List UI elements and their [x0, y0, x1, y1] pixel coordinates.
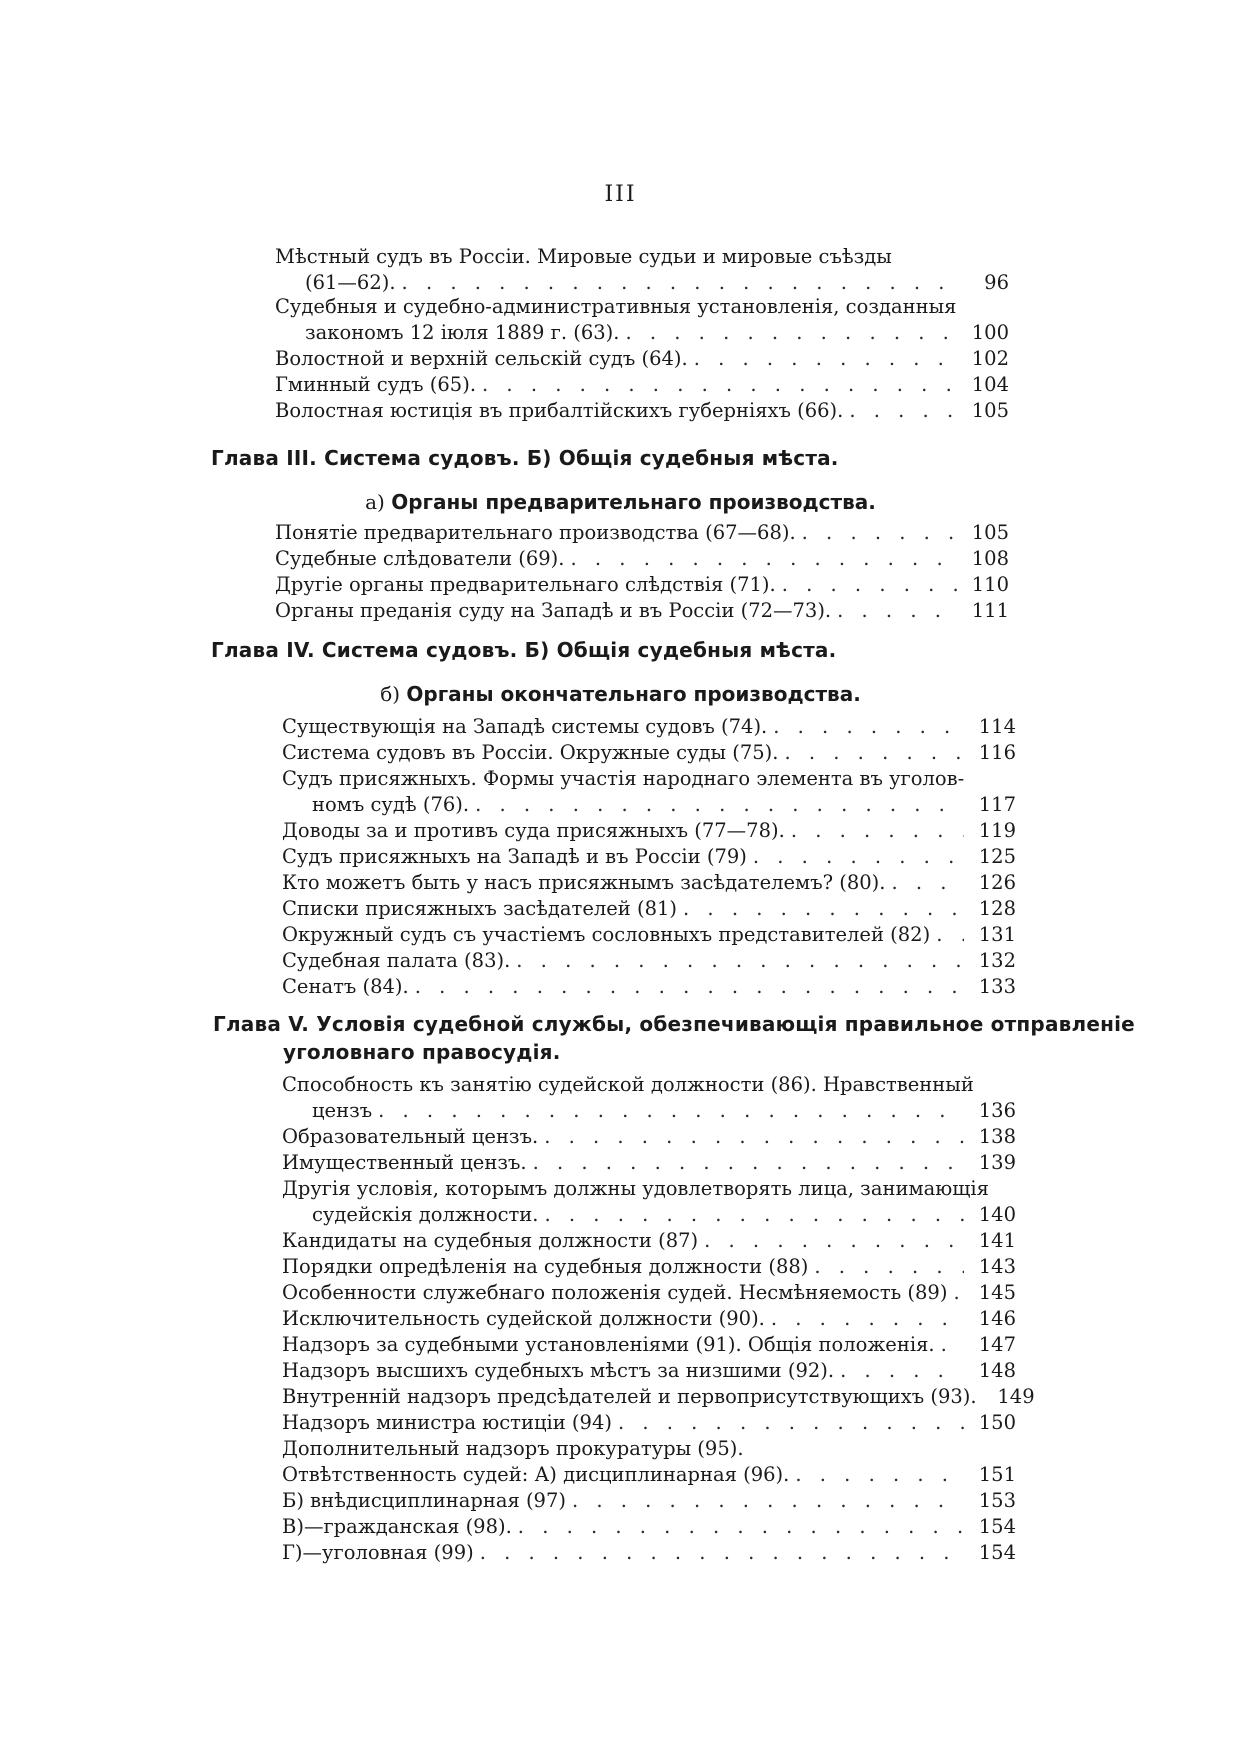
toc-page-number: 108	[971, 547, 1009, 570]
toc-entry	[282, 1176, 1016, 1228]
leader-dots	[545, 1202, 965, 1228]
toc-page-number: 117	[978, 793, 1016, 816]
subsection-heading	[0, 490, 1241, 514]
leader-dots	[533, 1150, 964, 1176]
toc-page-number: 149	[997, 1385, 1035, 1408]
toc-entry-text: Судебные слѣдователи (69).	[275, 547, 565, 570]
toc-page-number: 128	[978, 897, 1016, 920]
leader-dots	[618, 1410, 964, 1436]
toc-page-number: 131	[978, 923, 1016, 946]
leader-dots	[516, 948, 964, 974]
toc-page-number: 126	[978, 871, 1016, 894]
leader-dots	[840, 1358, 964, 1384]
leader-dots	[771, 1306, 964, 1332]
toc-entry-text: Б) внѣдисциплинарная (97)	[282, 1489, 566, 1512]
toc-entry	[282, 1254, 1016, 1280]
toc-entry-text-line1: Способность къ занятію судейской должности (86). Нравственный	[282, 1073, 974, 1096]
toc-entry-text: Окружный судъ съ участіемъ сословныхъ представителей (82)	[282, 923, 931, 946]
leader-dots	[773, 714, 964, 740]
leader-dots	[683, 896, 964, 922]
toc-entry	[282, 1358, 1016, 1384]
leader-dots	[814, 1254, 964, 1280]
toc-entry-text: Система судовъ въ Россіи. Окружные суды (75).	[282, 741, 779, 764]
leader-dots	[936, 922, 964, 948]
toc-entry-text: Гминный судъ (65).	[275, 373, 477, 396]
toc-entry	[282, 1150, 1016, 1176]
toc-page-number: 138	[978, 1125, 1016, 1148]
leader-dots	[544, 1124, 964, 1150]
subsection-title: Органы предварительнаго производства.	[391, 490, 876, 514]
toc-entry	[275, 546, 1009, 572]
leader-dots	[941, 1332, 964, 1358]
toc-entry-text: Исключительность судейской должности (90).	[282, 1307, 765, 1330]
leader-dots	[953, 1280, 964, 1306]
toc-entry-text: Отвѣтственность судей: А) дисциплинарная (96).	[282, 1463, 790, 1486]
leader-dots	[782, 572, 957, 598]
leader-dots	[625, 320, 957, 346]
toc-entry-text: Кандидаты на судебныя должности (87)	[282, 1229, 699, 1252]
toc-entry	[282, 1488, 1016, 1514]
toc-entry-text: Порядки опредѣленія на судебныя должности (88)	[282, 1255, 809, 1278]
leader-dots	[571, 546, 958, 572]
toc-page-number: 146	[978, 1307, 1016, 1330]
leader-dots	[837, 598, 957, 624]
toc-page-number: 110	[971, 573, 1009, 596]
toc-page-number: 154	[978, 1541, 1016, 1564]
toc-entry	[275, 520, 1009, 546]
toc-entry-text: Дополнительный надзоръ прокуратуры (95).	[282, 1437, 744, 1460]
toc-entry-text-line1: Судебныя и судебно-административныя установленія, созданныя	[275, 295, 957, 318]
leader-dots	[480, 1540, 964, 1566]
toc-entry	[282, 948, 1016, 974]
leader-dots	[482, 372, 957, 398]
subsection-letter: б)	[380, 682, 401, 706]
leader-dots	[518, 1514, 964, 1540]
toc-page-number: 105	[971, 399, 1009, 422]
toc-page-number: 96	[984, 271, 1009, 294]
leader-dots	[572, 1488, 964, 1514]
chapter-heading-line2: уголовнаго правосудія.	[283, 1040, 561, 1064]
chapter-heading-4: Глава IV. Система судовъ. Б) Общія судебныя мѣста.	[211, 638, 837, 662]
toc-entry-text: Кто можетъ быть у насъ присяжнымъ засѣдателемъ? (80).	[282, 871, 886, 894]
leader-dots	[704, 1228, 964, 1254]
toc-entry-text: закономъ 12 іюля 1889 г. (63).	[305, 321, 620, 344]
toc-entry	[282, 740, 1016, 766]
toc-entry	[275, 398, 1009, 424]
toc-entry-text: номъ судѣ (76).	[312, 793, 470, 816]
toc-page-number: 150	[978, 1411, 1016, 1434]
leader-dots	[795, 1462, 964, 1488]
leader-dots	[892, 870, 965, 896]
toc-entry-text: Списки присяжныхъ засѣдателей (81)	[282, 897, 678, 920]
toc-entry	[275, 372, 1009, 398]
subsection-heading	[0, 682, 1241, 706]
toc-entry	[282, 1332, 1016, 1358]
toc-entry-text: Доводы за и противъ суда присяжныхъ (77—78).	[282, 819, 785, 842]
toc-page-number: 143	[978, 1255, 1016, 1278]
toc-entry-text: Внутренній надзоръ предсѣдателей и первоприсутствующихъ (93).	[282, 1385, 977, 1408]
toc-page-number: 148	[978, 1359, 1016, 1382]
toc-entry-text: судейскія должности.	[312, 1203, 539, 1226]
leader-dots	[802, 520, 957, 546]
toc-entry	[282, 1280, 1016, 1306]
toc-entry	[282, 1384, 1035, 1410]
leader-dots	[784, 740, 964, 766]
toc-entry	[275, 294, 1009, 346]
toc-entry-text-line1: Судъ присяжныхъ. Формы участія народнаго элемента въ уголов-	[282, 767, 965, 790]
toc-entry-text: Судъ присяжныхъ на Западѣ и въ Россіи (79)	[282, 845, 747, 868]
toc-page-number: 114	[978, 715, 1016, 738]
toc-entry-text: Понятіе предварительнаго производства (67—68).	[275, 521, 796, 544]
subsection-title: Органы окончательнаго производства.	[406, 682, 861, 706]
toc-entry	[282, 896, 1016, 922]
toc-entry-text: Сенатъ (84).	[282, 975, 409, 998]
toc-page-number: 125	[978, 845, 1016, 868]
toc-entry	[282, 844, 1016, 870]
toc-entry-text: Существующія на Западѣ системы судовъ (74).	[282, 715, 768, 738]
toc-entry-text: В)—гражданская (98).	[282, 1515, 512, 1538]
toc-page-number: 153	[978, 1489, 1016, 1512]
toc-entry-text-line1: Мѣстный судъ въ Россіи. Мировые судьи и мировые съѣзды	[275, 245, 892, 268]
toc-entry	[282, 1410, 1016, 1436]
page-number: III	[604, 182, 637, 207]
toc-page-number: 139	[978, 1151, 1016, 1174]
toc-entry-text: Имущественный цензъ.	[282, 1151, 527, 1174]
toc-entry-text: Другіе органы предварительнаго слѣдствія (71).	[275, 573, 776, 596]
leader-dots	[402, 270, 957, 296]
toc-entry	[282, 1228, 1016, 1254]
toc-entry-text: Надзоръ за судебными установленіями (91). Общія положенія.	[282, 1333, 935, 1356]
toc-entry-text: Образовательный цензъ.	[282, 1125, 539, 1148]
toc-entry	[282, 974, 1016, 1000]
leader-dots	[753, 844, 964, 870]
toc-page-number: 100	[971, 321, 1009, 344]
toc-page-number: 140	[978, 1203, 1016, 1226]
toc-page-number: 105	[971, 521, 1009, 544]
toc-page-number: 102	[971, 347, 1009, 370]
toc-entry	[282, 1436, 1016, 1462]
toc-page-number: 119	[978, 819, 1016, 842]
toc-entry	[282, 766, 1016, 818]
toc-entry-text: Волостной и верхній сельскій судъ (64).	[275, 347, 688, 370]
toc-entry	[275, 346, 1009, 372]
toc-page-number: 151	[978, 1463, 1016, 1486]
chapter-heading-line1: Глава V. Условія судебной службы, обезпечивающія правильное отправленіе	[213, 1012, 1135, 1036]
toc-entry-text: Органы преданія суду на Западѣ и въ Россіи (72—73).	[275, 599, 832, 622]
toc-page-number: 154	[978, 1515, 1016, 1538]
toc-page-number: 111	[971, 599, 1009, 622]
toc-entry-text: (61—62).	[305, 271, 396, 294]
leader-dots	[415, 974, 964, 1000]
toc-page-number: 116	[978, 741, 1016, 764]
leader-dots	[378, 1098, 964, 1124]
toc-entry	[282, 1072, 1016, 1124]
toc-entry-text: Г)—уголовная (99)	[282, 1541, 474, 1564]
toc-entry-text: Надзоръ высшихъ судебныхъ мѣстъ за низшими (92).	[282, 1359, 835, 1382]
toc-entry	[275, 244, 1009, 296]
toc-entry-text: Судебная палата (83).	[282, 949, 511, 972]
toc-page-number: 132	[978, 949, 1016, 972]
toc-page-number: 141	[978, 1229, 1016, 1252]
toc-entry-text-line1: Другія условія, которымъ должны удовлетворять лица, занимающія	[282, 1177, 989, 1200]
toc-entry	[282, 818, 1016, 844]
toc-page-number: 147	[978, 1333, 1016, 1356]
chapter-heading-3: Глава III. Система судовъ. Б) Общія судебныя мѣста.	[211, 446, 839, 470]
toc-entry-text: Волостная юстиція въ прибалтійскихъ губерніяхъ (66).	[275, 399, 844, 422]
toc-entry	[282, 1540, 1016, 1566]
toc-entry	[282, 1306, 1016, 1332]
toc-page-number: 104	[971, 373, 1009, 396]
toc-entry	[275, 598, 1009, 624]
leader-dots	[475, 792, 964, 818]
toc-entry	[282, 870, 1016, 896]
leader-dots	[694, 346, 957, 372]
subsection-letter: а)	[365, 490, 385, 514]
toc-entry-text: Особенности служебнаго положенія судей. Несмѣняемость (89)	[282, 1281, 948, 1304]
toc-page-number: 136	[978, 1099, 1016, 1122]
toc-entry	[282, 1462, 1016, 1488]
toc-entry-text: Надзоръ министра юстиціи (94)	[282, 1411, 612, 1434]
chapter-heading-5	[213, 1010, 1135, 1066]
toc-entry	[282, 922, 1016, 948]
toc-page-number: 145	[978, 1281, 1016, 1304]
toc-entry	[282, 1124, 1016, 1150]
toc-entry	[282, 1514, 1016, 1540]
toc-page-number: 133	[978, 975, 1016, 998]
toc-entry	[275, 572, 1009, 598]
toc-entry-text: цензъ	[312, 1099, 373, 1122]
toc-entry	[282, 714, 1016, 740]
leader-dots	[849, 398, 957, 424]
leader-dots	[791, 818, 964, 844]
